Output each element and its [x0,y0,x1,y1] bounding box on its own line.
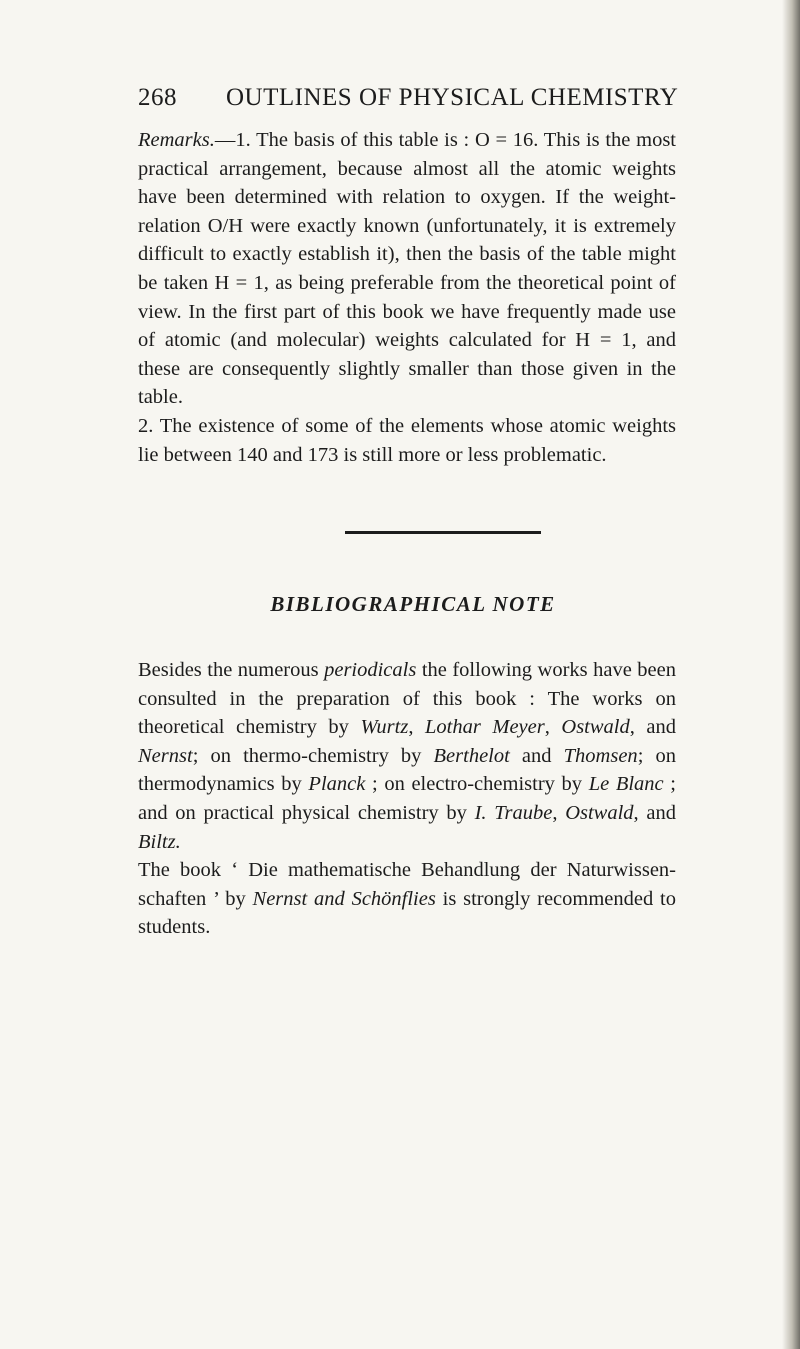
text-run: The book ‘ Die mathematische Behandlung der Naturwissen-schaften ’ by [138,859,676,910]
text-run: ; on electro-chemistry by [365,773,589,796]
remarks-text-2: 2. The existence of some of the elements whose atomic weights lie between 140 and 173 is still more or less problematic. [138,414,676,466]
running-header [138,84,678,118]
bibliography-paragraph-1 [138,656,676,856]
bibliographical-note-title: BIBLIOGRAPHICAL NOTE [270,592,556,616]
section-heading [0,592,800,617]
authors-nernst-schoenflies: Nernst and Schönflies [252,887,436,910]
author-biltz: Biltz. [138,830,181,853]
author-wurtz: Wurtz [360,716,409,739]
page-number: 268 [138,84,177,111]
running-title: OUTLINES OF PHYSICAL CHEMISTRY [226,84,679,111]
remarks-paragraph-2 [138,412,676,469]
bibliography-section [138,656,676,942]
periodicals-term: periodicals [324,659,417,681]
author-ostwald: Ostwald [565,801,634,824]
text-run: ; on thermodynamics by [138,744,676,796]
text-run: , and [629,716,677,739]
text-run: , [408,716,425,739]
page-edge-shadow [782,0,800,1349]
author-ostwald: Ostwald [561,716,630,739]
text-run: ; and on practical physical chemistry by [138,773,676,824]
author-traube: I. Traube [474,801,553,824]
text-run: , [544,716,562,739]
text-run: is strongly recommended to students. [138,887,677,939]
remarks-text-1: —1. The basis of this table is : O = 16. This is the most practical arrangement, because almost all the atomic weights have been determined with relation to oxygen. If the weight-relation O/H were exactly known (unfortunately, it is extremely difficult to exactly establish it), then the basis of the table might be taken H = 1, as being preferable from the theoretical point of view. In the first part of this book we have frequently made use of atomic (and molecular) weights calculated for H = 1, and these are consequently slightly smaller than those given in the table. [138,129,676,409]
remarks-section [138,126,676,469]
author-thomsen: Thomsen [563,744,638,767]
author-le-blanc: Le Blanc [588,773,664,796]
author-planck: Planck [308,773,366,796]
text-run: , and [633,801,676,824]
text-run: the following works have been consulted in the preparation of this book : The works on theoretical chemistry by [138,659,676,739]
bibliography-paragraph-2 [138,856,676,942]
text-run: ; on thermo-chemistry by [192,744,434,767]
text-run: Besides the numerous [138,659,325,681]
author-lothar-meyer: Lothar Meyer [425,716,545,739]
author-berthelot: Berthelot [433,744,510,767]
remarks-paragraph-1 [138,126,676,412]
remarks-label: Remarks. [138,129,215,151]
section-divider [345,531,541,534]
text-run: , [552,801,566,824]
text-run: and [509,744,564,767]
author-nernst: Nernst [138,744,193,767]
